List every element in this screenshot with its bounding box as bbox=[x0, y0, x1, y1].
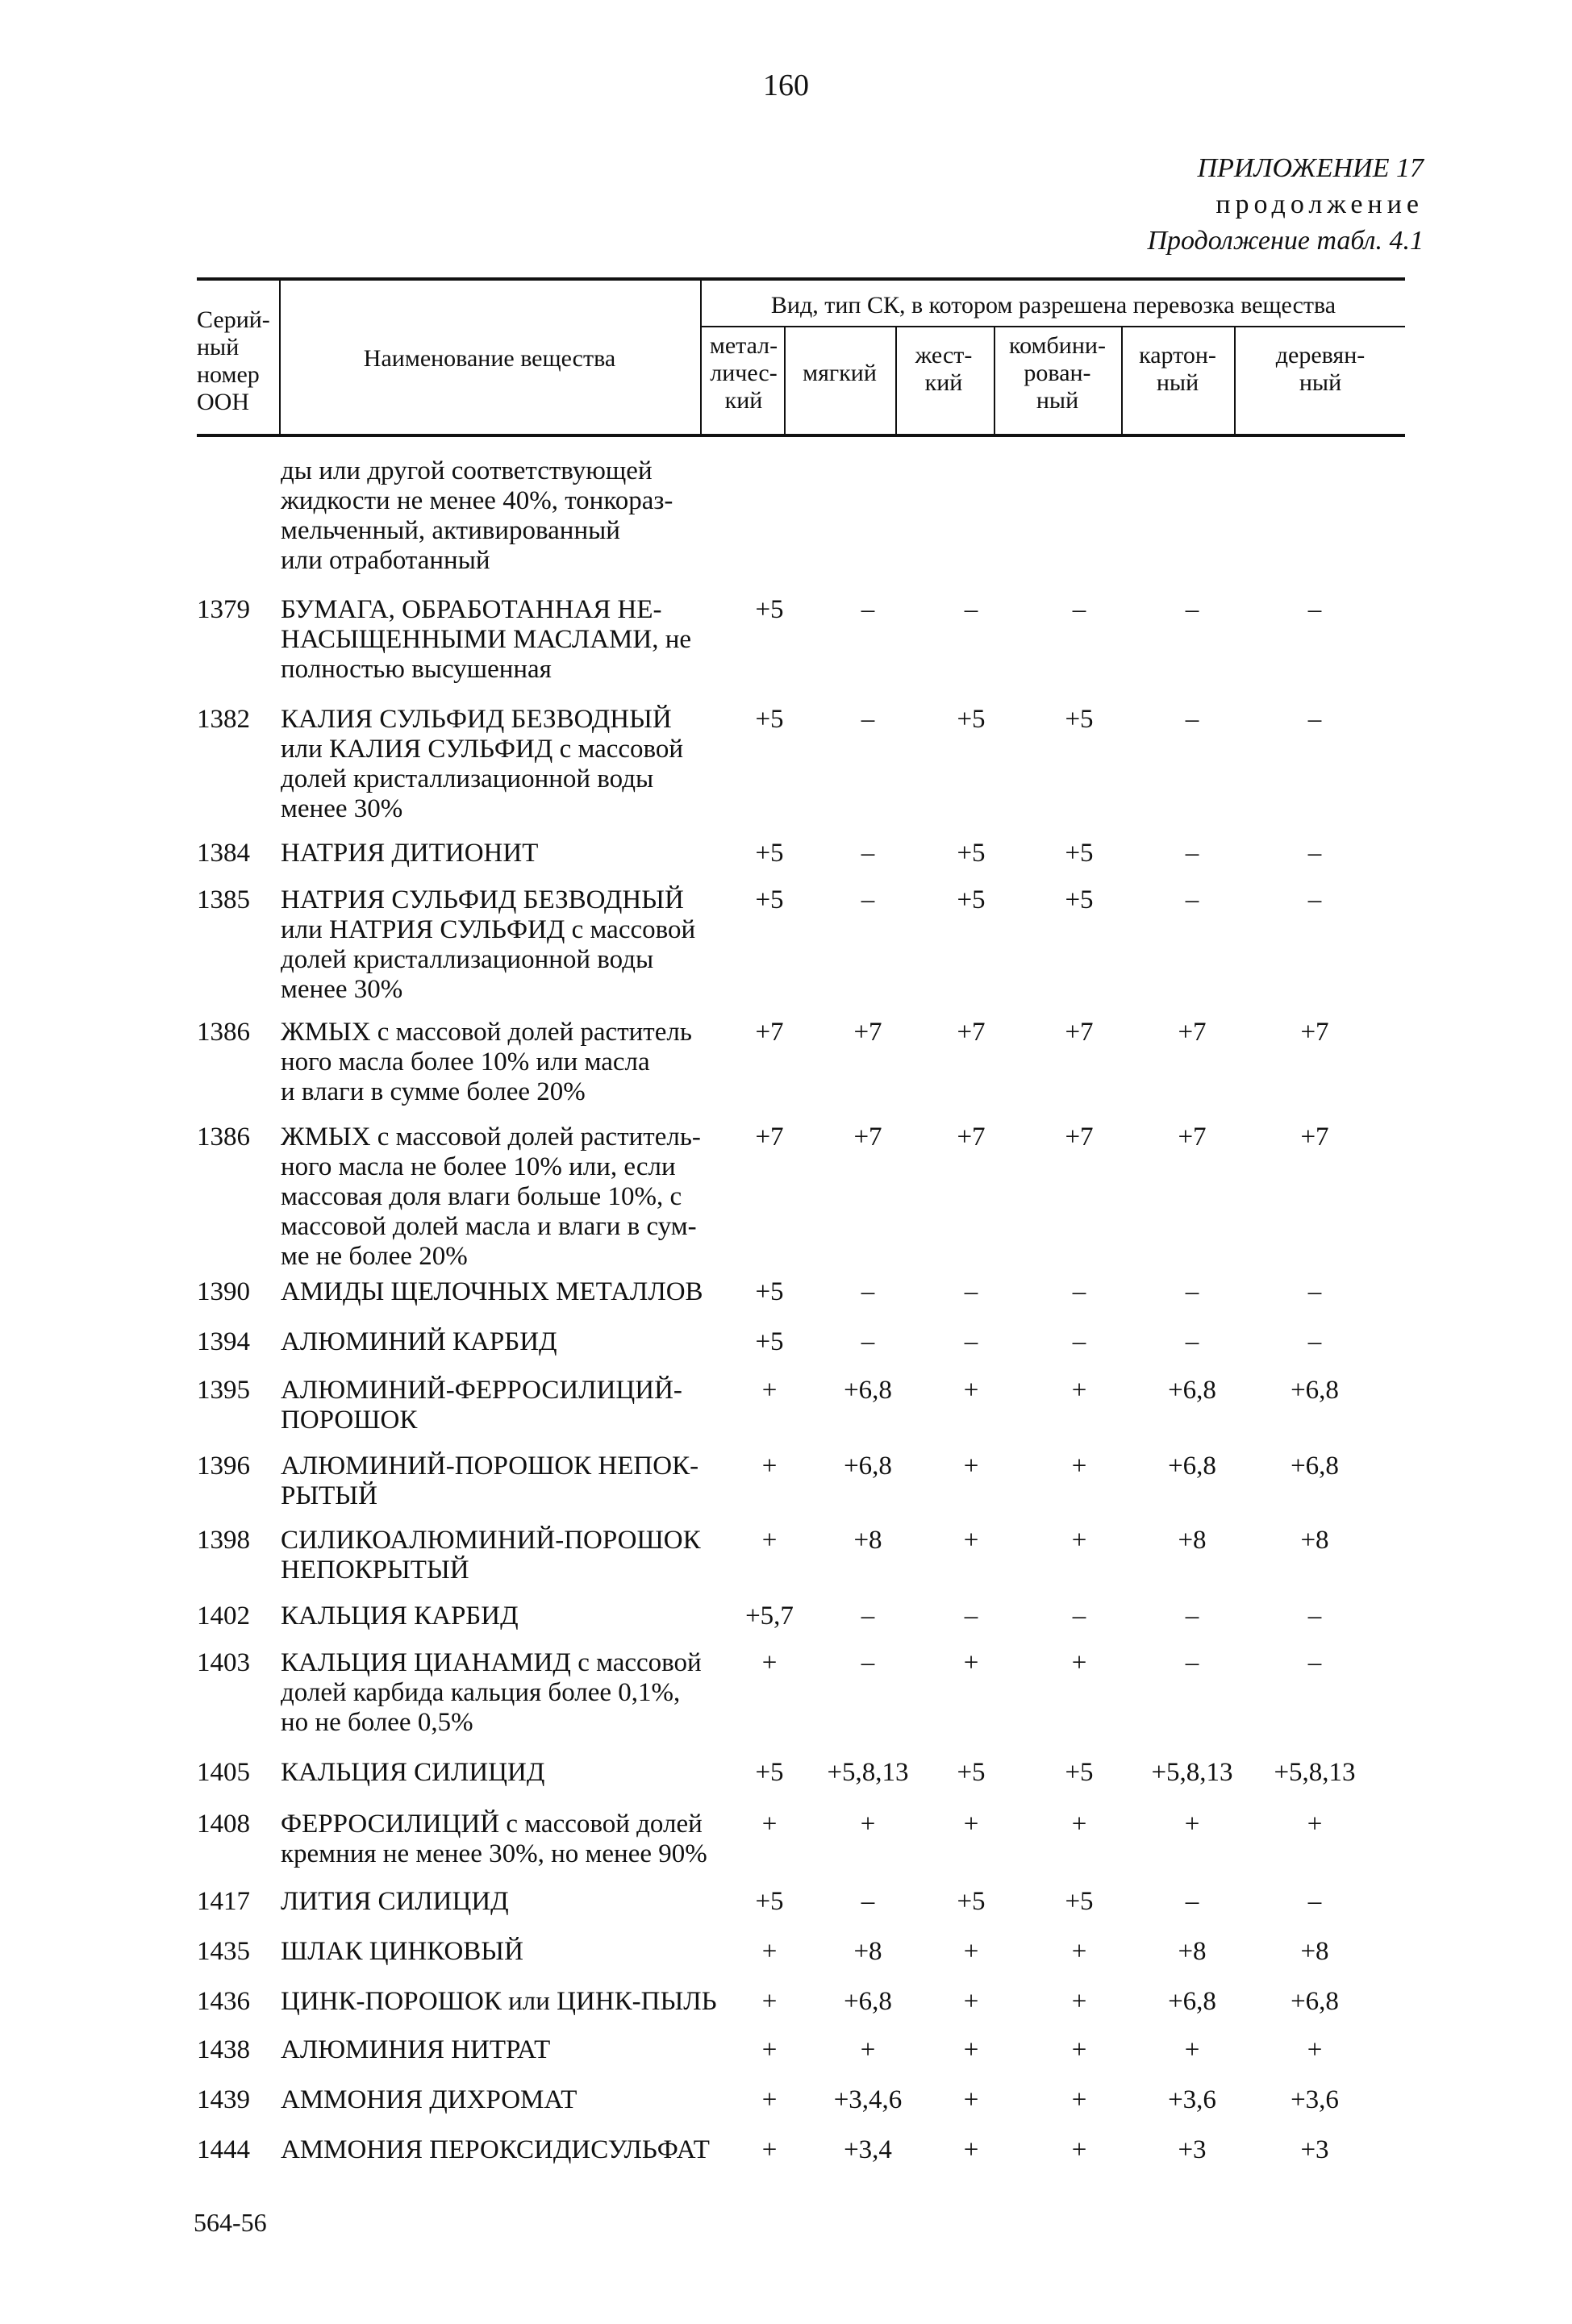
container-permission: – bbox=[861, 595, 875, 624]
un-number: 1386 bbox=[197, 1018, 250, 1047]
container-permission: + bbox=[761, 2135, 778, 2164]
container-permission: + bbox=[761, 1987, 778, 2016]
container-permission: – bbox=[1185, 839, 1199, 868]
container-permission: +5 bbox=[1065, 1887, 1094, 1916]
header-container-type: жест- кий bbox=[915, 342, 973, 396]
container-permission: – bbox=[861, 885, 875, 914]
container-permission: +5,7 bbox=[745, 1601, 794, 1631]
table-header-bottom-rule bbox=[197, 434, 1405, 437]
container-permission: +6,8 bbox=[1168, 1987, 1216, 2016]
container-permission: – bbox=[1185, 1887, 1199, 1916]
container-permission: – bbox=[1307, 885, 1322, 914]
container-permission: +8 bbox=[1300, 1937, 1329, 1966]
container-permission: +5 bbox=[957, 705, 986, 734]
substance-name: ды или другой соответствующей жидкости не менее 40%, тонкораз- мельченный, активированный или отработанный bbox=[281, 456, 673, 575]
container-permission: – bbox=[1307, 839, 1322, 868]
container-permission: +5 bbox=[957, 885, 986, 914]
header-container-type: комбини- рован- ный bbox=[1009, 332, 1106, 414]
substance-name: ЖМЫХ с массовой долей раститель- ного масла не более 10% или, если массовая доля влаги больше 10%, с массовой долей масла и влаги в сум- ме не более 20% bbox=[281, 1122, 701, 1271]
substance-name: АЛЮМИНИЙ-ПОРОШОК НЕПОК- РЫТЫЙ bbox=[281, 1451, 699, 1510]
container-permission: + bbox=[1071, 1937, 1087, 1966]
container-permission: + bbox=[761, 2085, 778, 2114]
un-number: 1439 bbox=[197, 2085, 250, 2114]
container-permission: +5 bbox=[755, 885, 784, 914]
container-permission: +7 bbox=[1300, 1018, 1329, 1047]
un-number: 1436 bbox=[197, 1987, 250, 2016]
container-permission: + bbox=[761, 1376, 778, 1405]
substance-name: АМИДЫ ЩЕЛОЧНЫХ МЕТАЛЛОВ bbox=[281, 1277, 703, 1306]
container-permission: +3,4 bbox=[844, 2135, 892, 2164]
container-permission: + bbox=[1071, 1987, 1087, 2016]
container-permission: – bbox=[1072, 1327, 1086, 1356]
container-permission: +5 bbox=[1065, 705, 1094, 734]
container-permission: – bbox=[861, 1277, 875, 1306]
un-number: 1395 bbox=[197, 1376, 250, 1405]
container-permission: +8 bbox=[1178, 1937, 1207, 1966]
un-number: 1405 bbox=[197, 1758, 250, 1787]
container-permission: + bbox=[1071, 1376, 1087, 1405]
container-permission: +7 bbox=[755, 1122, 784, 1152]
container-permission: +5 bbox=[957, 839, 986, 868]
container-permission: +7 bbox=[957, 1122, 986, 1152]
substance-name: АММОНИЯ ДИХРОМАТ bbox=[281, 2085, 578, 2114]
container-permission: – bbox=[1185, 885, 1199, 914]
substance-name: АЛЮМИНИЙ-ФЕРРОСИЛИЦИЙ- ПОРОШОК bbox=[281, 1376, 682, 1435]
container-permission: – bbox=[1185, 595, 1199, 624]
container-permission: – bbox=[1072, 1277, 1086, 1306]
container-permission: + bbox=[1071, 2035, 1087, 2064]
container-permission: – bbox=[1185, 1601, 1199, 1631]
container-permission: +5 bbox=[755, 1758, 784, 1787]
container-permission: +6,8 bbox=[844, 1451, 892, 1481]
substance-name: ФЕРРОСИЛИЦИЙ с массовой долей кремния не менее 30%, но менее 90% bbox=[281, 1810, 707, 1868]
container-permission: +8 bbox=[1300, 1526, 1329, 1555]
container-permission: +7 bbox=[853, 1018, 882, 1047]
container-permission: + bbox=[761, 1937, 778, 1966]
container-permission: +3,6 bbox=[1291, 2085, 1339, 2114]
container-permission: – bbox=[861, 1648, 875, 1677]
substance-name: АЛЮМИНИЯ НИТРАТ bbox=[281, 2035, 551, 2064]
container-permission: – bbox=[1307, 1327, 1322, 1356]
container-permission: + bbox=[963, 2085, 979, 2114]
container-permission: +3 bbox=[1300, 2135, 1329, 2164]
un-number: 1408 bbox=[197, 1810, 250, 1839]
un-number: 1394 bbox=[197, 1327, 250, 1356]
container-permission: +6,8 bbox=[1291, 1451, 1339, 1481]
header-serial-number: Серий- ный номер ООН bbox=[197, 306, 270, 415]
container-permission: – bbox=[1307, 1601, 1322, 1631]
container-permission: + bbox=[860, 2035, 876, 2064]
substance-name: АММОНИЯ ПЕРОКСИДИСУЛЬФАТ bbox=[281, 2135, 710, 2164]
un-number: 1403 bbox=[197, 1648, 250, 1677]
container-permission: +7 bbox=[1300, 1122, 1329, 1152]
container-permission: + bbox=[963, 2135, 979, 2164]
container-permission: +5,8,13 bbox=[1151, 1758, 1233, 1787]
container-permission: – bbox=[861, 1327, 875, 1356]
un-number: 1435 bbox=[197, 1937, 250, 1966]
substance-name: КАЛЬЦИЯ КАРБИД bbox=[281, 1601, 519, 1631]
container-permission: +7 bbox=[853, 1122, 882, 1152]
table-top-rule bbox=[197, 277, 1405, 281]
un-number: 1438 bbox=[197, 2035, 250, 2064]
header-container-types: Вид, тип СК, в котором разрешена перевозка вещества bbox=[770, 292, 1336, 319]
un-number: 1396 bbox=[197, 1451, 250, 1481]
container-permission: +5 bbox=[957, 1887, 986, 1916]
container-permission: + bbox=[1071, 2085, 1087, 2114]
container-permission: + bbox=[860, 1810, 876, 1839]
container-permission: + bbox=[1184, 2035, 1200, 2064]
container-permission: – bbox=[1185, 705, 1199, 734]
un-number: 1402 bbox=[197, 1601, 250, 1631]
un-number: 1417 bbox=[197, 1887, 250, 1916]
container-permission: +5 bbox=[1065, 885, 1094, 914]
container-permission: – bbox=[1072, 1601, 1086, 1631]
un-number: 1386 bbox=[197, 1122, 250, 1152]
container-permission: +3,6 bbox=[1168, 2085, 1216, 2114]
appendix-continued: продолжение bbox=[1215, 190, 1424, 219]
container-permission: – bbox=[861, 705, 875, 734]
container-permission: + bbox=[761, 1810, 778, 1839]
container-permission: – bbox=[861, 1887, 875, 1916]
container-permission: +7 bbox=[1065, 1018, 1094, 1047]
container-permission: +5 bbox=[755, 1887, 784, 1916]
container-permission: + bbox=[1184, 1810, 1200, 1839]
container-permission: – bbox=[964, 595, 978, 624]
substance-name: ЖМЫХ с массовой долей раститель ного масла более 10% или масла и влаги в сумме более 20% bbox=[281, 1018, 692, 1106]
container-permission: + bbox=[761, 1451, 778, 1481]
container-permission: + bbox=[963, 2035, 979, 2064]
container-permission: + bbox=[761, 1648, 778, 1677]
header-group-rule bbox=[700, 326, 1405, 327]
container-permission: +7 bbox=[1178, 1122, 1207, 1152]
substance-name: ШЛАК ЦИНКОВЫЙ bbox=[281, 1937, 523, 1966]
container-permission: +7 bbox=[957, 1018, 986, 1047]
substance-name: КАЛИЯ СУЛЬФИД БЕЗВОДНЫЙ или КАЛИЯ СУЛЬФИД с массовой долей кристаллизационной воды менее 30% bbox=[281, 705, 684, 823]
footer-code: 564-56 bbox=[194, 2208, 267, 2237]
appendix-title: ПРИЛОЖЕНИЕ 17 bbox=[1197, 153, 1424, 183]
container-permission: +6,8 bbox=[1168, 1376, 1216, 1405]
container-permission: +8 bbox=[1178, 1526, 1207, 1555]
container-permission: – bbox=[861, 839, 875, 868]
container-permission: +5,8,13 bbox=[827, 1758, 909, 1787]
table-continued-label: Продолжение табл. 4.1 bbox=[1147, 226, 1424, 256]
container-permission: + bbox=[1071, 2135, 1087, 2164]
container-permission: +5 bbox=[755, 839, 784, 868]
substance-name: КАЛЬЦИЯ ЦИАНАМИД с массовой долей карбида кальция более 0,1%, но не более 0,5% bbox=[281, 1648, 702, 1737]
container-permission: +8 bbox=[853, 1526, 882, 1555]
container-permission: +5 bbox=[1065, 1758, 1094, 1787]
container-permission: + bbox=[761, 2035, 778, 2064]
container-permission: + bbox=[1071, 1526, 1087, 1555]
container-permission: +5,8,13 bbox=[1274, 1758, 1356, 1787]
container-permission: +8 bbox=[853, 1937, 882, 1966]
container-permission: – bbox=[1185, 1648, 1199, 1677]
container-permission: +5 bbox=[1065, 839, 1094, 868]
substance-name: НАТРИЯ ДИТИОНИТ bbox=[281, 839, 539, 868]
container-permission: + bbox=[963, 1648, 979, 1677]
container-permission: + bbox=[963, 1526, 979, 1555]
container-permission: +5 bbox=[755, 1327, 784, 1356]
container-permission: + bbox=[761, 1526, 778, 1555]
container-permission: + bbox=[963, 1810, 979, 1839]
container-permission: +6,8 bbox=[1291, 1376, 1339, 1405]
container-permission: +6,8 bbox=[1291, 1987, 1339, 2016]
header-substance-name: Наименование вещества bbox=[363, 345, 616, 372]
substance-name: СИЛИКОАЛЮМИНИЙ-ПОРОШОК НЕПОКРЫТЫЙ bbox=[281, 1526, 701, 1585]
container-permission: +7 bbox=[1065, 1122, 1094, 1152]
un-number: 1385 bbox=[197, 885, 250, 914]
substance-name: АЛЮМИНИЙ КАРБИД bbox=[281, 1327, 557, 1356]
container-permission: +5 bbox=[755, 595, 784, 624]
container-permission: +5 bbox=[755, 1277, 784, 1306]
container-permission: +7 bbox=[755, 1018, 784, 1047]
un-number: 1398 bbox=[197, 1526, 250, 1555]
un-number: 1384 bbox=[197, 839, 250, 868]
container-permission: – bbox=[1307, 1887, 1322, 1916]
appendix-heading bbox=[1147, 150, 1424, 259]
container-permission: +6,8 bbox=[844, 1376, 892, 1405]
container-permission: + bbox=[963, 1451, 979, 1481]
container-permission: + bbox=[963, 1937, 979, 1966]
container-permission: + bbox=[1307, 2035, 1323, 2064]
header-container-type: деревян- ный bbox=[1275, 342, 1366, 396]
container-permission: – bbox=[964, 1601, 978, 1631]
container-permission: +5 bbox=[957, 1758, 986, 1787]
container-permission: + bbox=[1307, 1810, 1323, 1839]
container-permission: +3,4,6 bbox=[833, 2085, 903, 2114]
container-permission: – bbox=[1307, 595, 1322, 624]
un-number: 1444 bbox=[197, 2135, 250, 2164]
substance-name: НАТРИЯ СУЛЬФИД БЕЗВОДНЫЙ или НАТРИЯ СУЛЬФИД с массовой долей кристаллизационной воды менее 30% bbox=[281, 885, 696, 1004]
page-number: 160 bbox=[763, 69, 809, 102]
container-permission: +7 bbox=[1178, 1018, 1207, 1047]
container-permission: +5 bbox=[755, 705, 784, 734]
substance-name: БУМАГА, ОБРАБОТАННАЯ НЕ- НАСЫЩЕННЫМИ МАСЛАМИ, не полностью высушенная bbox=[281, 595, 692, 684]
container-permission: – bbox=[1185, 1277, 1199, 1306]
container-permission: – bbox=[1185, 1327, 1199, 1356]
container-permission: – bbox=[861, 1601, 875, 1631]
container-permission: + bbox=[1071, 1451, 1087, 1481]
un-number: 1382 bbox=[197, 705, 250, 734]
container-permission: + bbox=[963, 1376, 979, 1405]
substance-name: КАЛЬЦИЯ СИЛИЦИД bbox=[281, 1758, 545, 1787]
header-container-type: картон- ный bbox=[1139, 342, 1216, 396]
container-permission: +3 bbox=[1178, 2135, 1207, 2164]
un-number: 1379 bbox=[197, 595, 250, 624]
container-permission: – bbox=[1307, 705, 1322, 734]
container-permission: – bbox=[964, 1277, 978, 1306]
container-permission: +6,8 bbox=[844, 1987, 892, 2016]
container-permission: – bbox=[1072, 595, 1086, 624]
container-permission: + bbox=[963, 1987, 979, 2016]
container-permission: +6,8 bbox=[1168, 1451, 1216, 1481]
header-container-type: мягкий bbox=[803, 360, 877, 386]
container-permission: + bbox=[1071, 1810, 1087, 1839]
container-permission: – bbox=[964, 1327, 978, 1356]
substance-name: ЛИТИЯ СИЛИЦИД bbox=[281, 1887, 509, 1916]
un-number: 1390 bbox=[197, 1277, 250, 1306]
header-container-type: метал- личес- кий bbox=[709, 332, 778, 414]
container-permission: + bbox=[1071, 1648, 1087, 1677]
container-permission: – bbox=[1307, 1277, 1322, 1306]
substance-name: ЦИНК-ПОРОШОК или ЦИНК-ПЫЛЬ bbox=[281, 1987, 717, 2016]
container-permission: – bbox=[1307, 1648, 1322, 1677]
